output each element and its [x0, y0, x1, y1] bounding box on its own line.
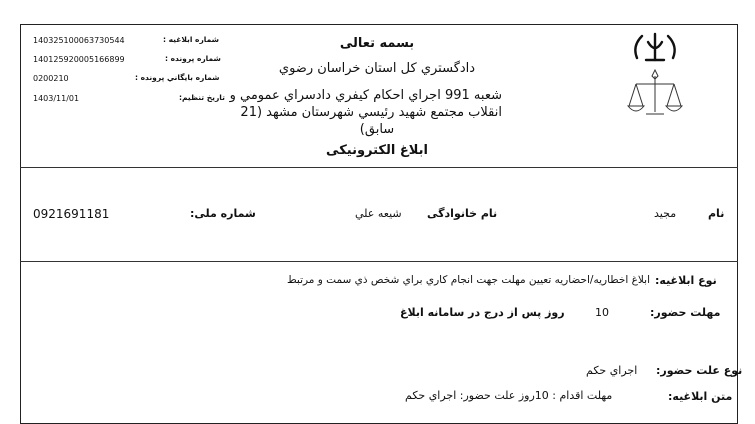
national-id-label: شماره ملی:: [190, 207, 256, 220]
first-name-label: نام: [708, 207, 725, 220]
reason-label: نوع علت حضور:: [656, 364, 743, 377]
first-name: مجيد: [654, 207, 677, 220]
deadline-days: 10: [595, 306, 609, 319]
notice-type-label: نوع ابلاغیه:: [655, 274, 717, 287]
branch-line-2: انقلاب مجتمع شهيد رئيسي شهرستان مشهد (21: [240, 105, 502, 120]
court-name: دادگستري كل استان خراسان رضوي: [278, 61, 476, 76]
header-divider: [20, 167, 738, 168]
notice-type-value: ابلاغ اخطاريه/احضاريه تعيين مهلت جهت انجام كاري براي شخص ذي سمت و مرتبط: [286, 274, 650, 286]
issue-date-label: تاريخ تنظيم:: [179, 93, 225, 102]
branch-line-1: شعبه 991 اجراي احكام كيفري دادسراي عمومي و: [229, 88, 502, 103]
national-id: 0921691181: [33, 207, 110, 221]
last-name-label: نام خانوادگی: [427, 207, 498, 220]
notice-text-label: متن ابلاغيه:: [668, 390, 733, 403]
notice-number-label: شماره ابلاغيه :: [163, 35, 220, 44]
document-title: ابلاغ الکترونیکی: [326, 143, 428, 158]
reason-value: اجراي حكم: [586, 364, 638, 377]
last-name: شيعه علي: [355, 207, 402, 220]
invocation: بسمه تعالی: [339, 36, 415, 51]
emblem-icon: [624, 30, 686, 128]
archive-number: 0200210: [33, 74, 69, 83]
archive-number-label: شماره بايگاني پرونده :: [135, 73, 220, 82]
person-divider: [20, 261, 738, 262]
case-number-label: شماره پرونده :: [165, 54, 221, 63]
deadline-text: روز پس از درج در سامانه ابلاغ: [400, 306, 565, 319]
notice-number: 140325100063730544: [33, 36, 125, 45]
deadline-label: مهلت حضور:: [650, 306, 721, 319]
branch-line-3: سابق): [359, 122, 395, 137]
notice-text-value: مهلت اقدام : 10روز علت حضور: اجراي حكم: [405, 389, 613, 402]
case-number: 140125920005166899: [33, 55, 125, 64]
issue-date: 1403/11/01: [33, 94, 80, 103]
